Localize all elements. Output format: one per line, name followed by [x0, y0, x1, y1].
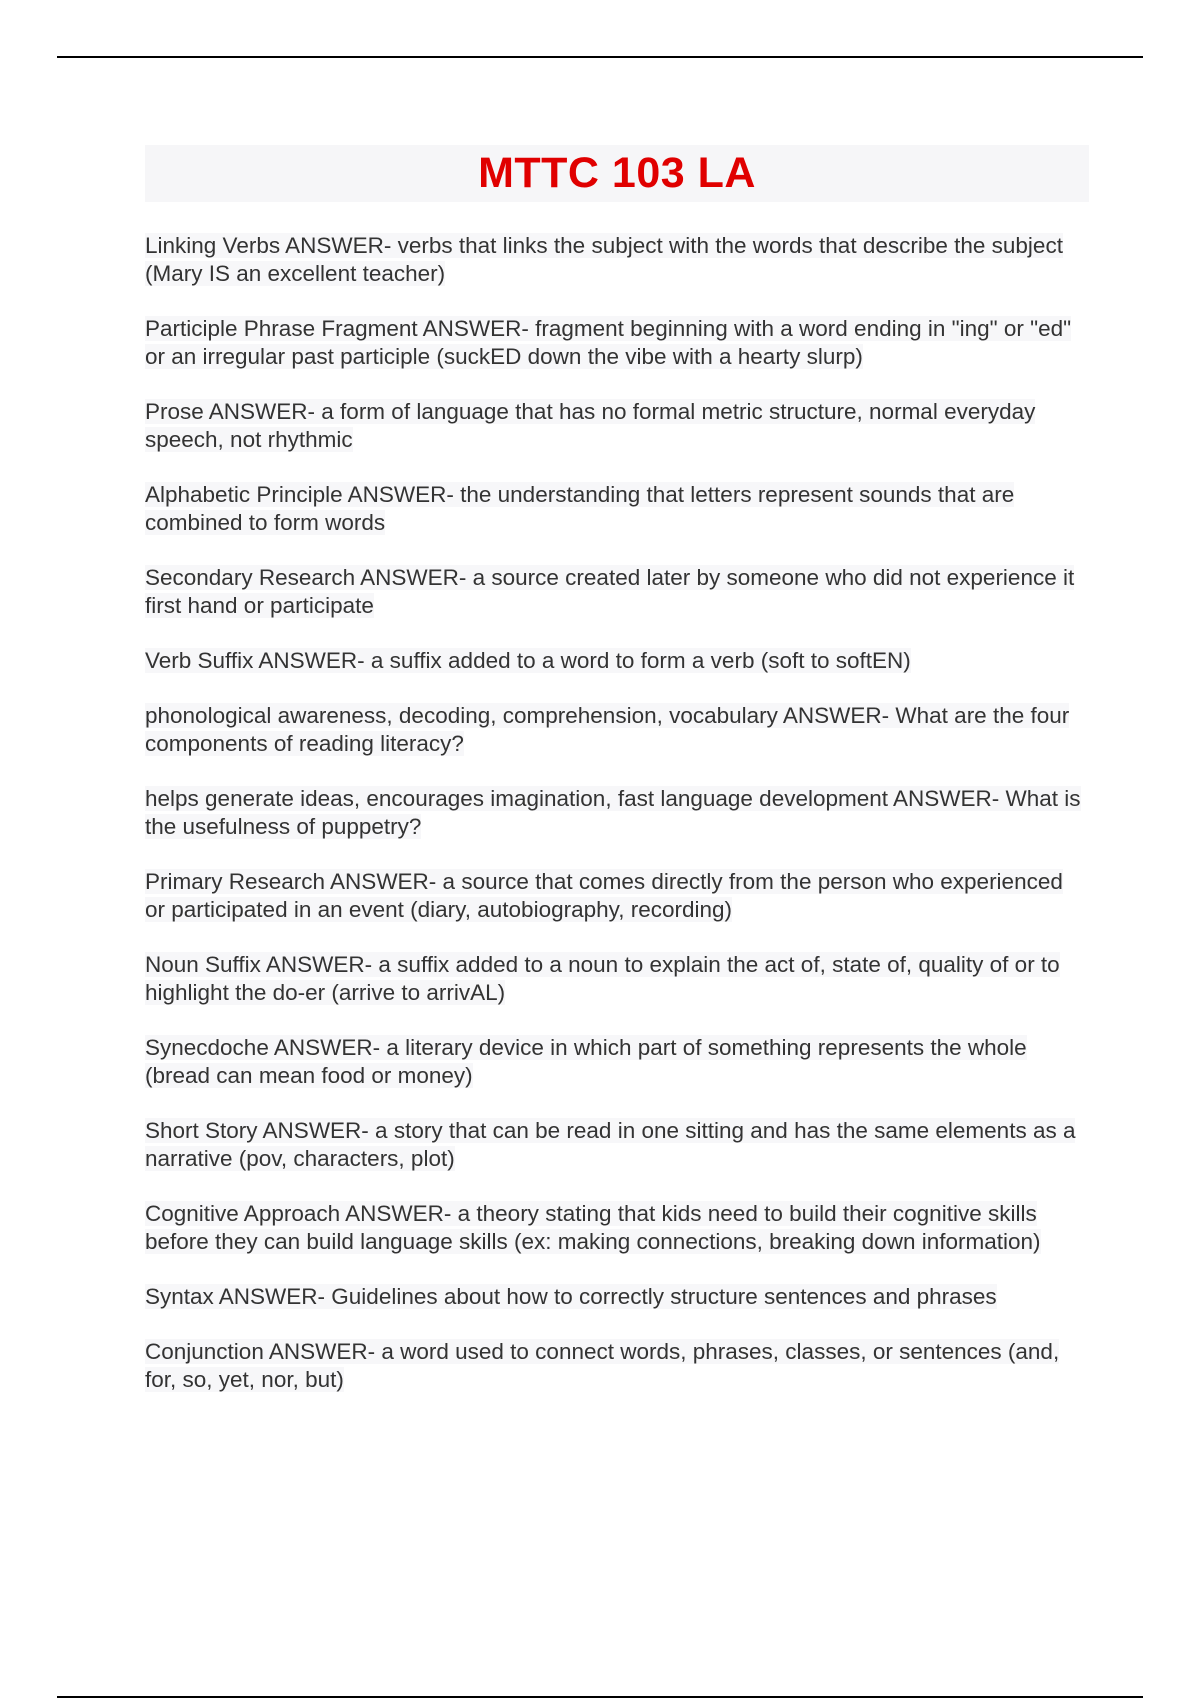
qa-entry-text: Conjunction ANSWER- a word used to connect words, phrases, classes, or sentences (and, for, so, yet, nor, but): [145, 1339, 1060, 1392]
qa-entry: [145, 647, 1089, 675]
qa-entry: [145, 1338, 1089, 1394]
bottom-rule: [57, 1696, 1143, 1698]
qa-entry: [145, 398, 1089, 454]
qa-entry: [145, 1117, 1089, 1173]
qa-entry-text: Short Story ANSWER- a story that can be read in one sitting and has the same elements as a narrative (pov, characters, plot): [145, 1118, 1076, 1171]
qa-entry: [145, 564, 1089, 620]
qa-entry: [145, 1200, 1089, 1256]
qa-entry: [145, 785, 1089, 841]
qa-entry-text: Participle Phrase Fragment ANSWER- fragment beginning with a word ending in "ing" or "ed" or an irregular past participle (suckED down the vibe with a hearty slurp): [145, 316, 1072, 369]
qa-entry: [145, 868, 1089, 924]
qa-list: [145, 232, 1089, 1394]
qa-entry-text: helps generate ideas, encourages imagination, fast language development ANSWER- What is the usefulness of puppetry?: [145, 786, 1081, 839]
qa-entry: [145, 1283, 1089, 1311]
qa-entry-text: Verb Suffix ANSWER- a suffix added to a word to form a verb (soft to softEN): [145, 648, 911, 673]
title-band: [145, 145, 1089, 202]
qa-entry: [145, 1034, 1089, 1090]
qa-entry-text: Cognitive Approach ANSWER- a theory stating that kids need to build their cognitive skills before they can build language skills (ex: making connections, breaking down information): [145, 1201, 1041, 1254]
qa-entry-text: Prose ANSWER- a form of language that has no formal metric structure, normal everyday speech, not rhythmic: [145, 399, 1036, 452]
qa-entry-text: Secondary Research ANSWER- a source created later by someone who did not experience it first hand or participate: [145, 565, 1075, 618]
qa-entry: [145, 951, 1089, 1007]
qa-entry-text: Primary Research ANSWER- a source that comes directly from the person who experienced or participated in an event (diary, autobiography, recording): [145, 869, 1063, 922]
qa-entry-text: phonological awareness, decoding, comprehension, vocabulary ANSWER- What are the four components of reading literacy?: [145, 703, 1070, 756]
qa-entry: [145, 702, 1089, 758]
document-body: [145, 145, 1089, 1421]
qa-entry: [145, 481, 1089, 537]
qa-entry-text: Alphabetic Principle ANSWER- the understanding that letters represent sounds that are combined to form words: [145, 482, 1015, 535]
top-rule: [57, 56, 1143, 58]
document-title: MTTC 103 LA: [478, 149, 756, 197]
qa-entry-text: Linking Verbs ANSWER- verbs that links the subject with the words that describe the subject (Mary IS an excellent teacher): [145, 233, 1063, 286]
qa-entry-text: Syntax ANSWER- Guidelines about how to correctly structure sentences and phrases: [145, 1284, 997, 1309]
qa-entry: [145, 232, 1089, 288]
qa-entry-text: Synecdoche ANSWER- a literary device in which part of something represents the whole (bread can mean food or money): [145, 1035, 1027, 1088]
qa-entry: [145, 315, 1089, 371]
qa-entry-text: Noun Suffix ANSWER- a suffix added to a noun to explain the act of, state of, quality of or to highlight the do-er (arrive to arrivAL): [145, 952, 1060, 1005]
